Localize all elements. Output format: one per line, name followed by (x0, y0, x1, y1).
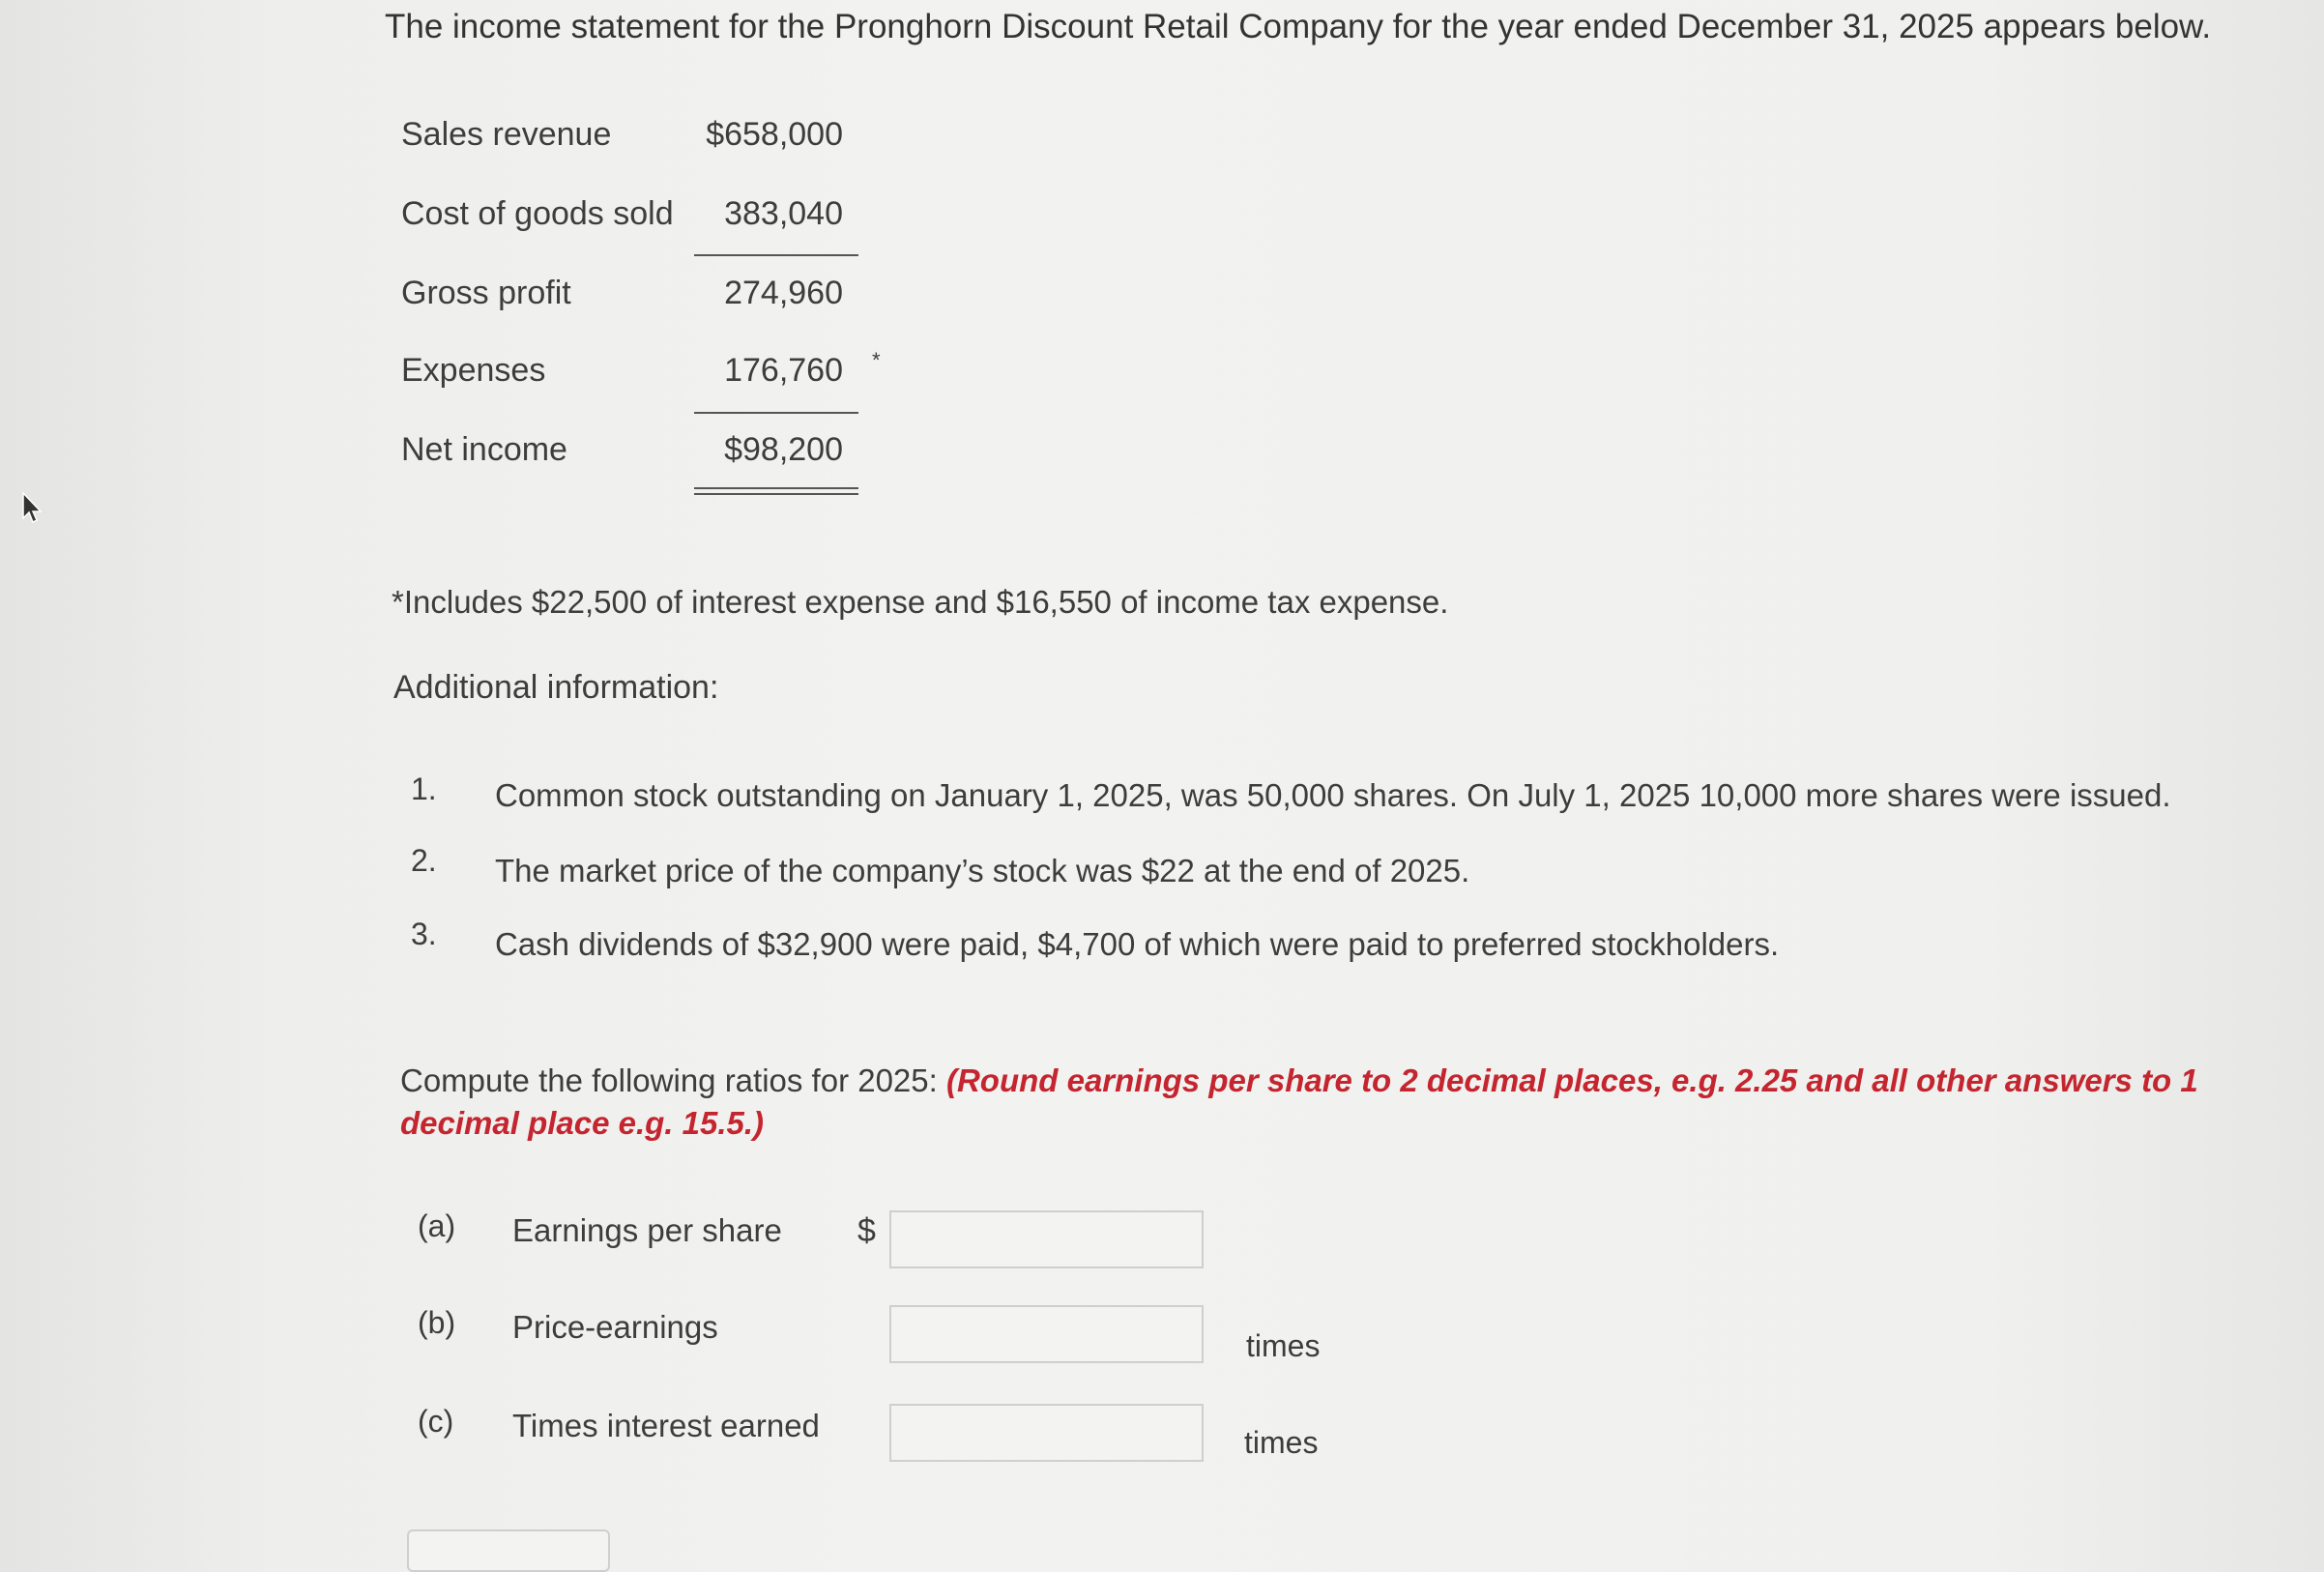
question-label-earnings-per-share: Earnings per share (512, 1212, 782, 1248)
instructions-lead: Compute the following ratios for 2025: (400, 1063, 946, 1098)
statement-label-cost-of-goods-sold: Cost of goods sold (401, 195, 674, 232)
statement-label-expenses: Expenses (401, 352, 546, 389)
dollar-sign: $ (857, 1212, 876, 1249)
statement-value-net-income: $98,200 (724, 431, 843, 468)
statement-label-sales-revenue: Sales revenue (401, 116, 612, 153)
statement-label-gross-profit: Gross profit (401, 275, 571, 311)
list-item: Common stock outstanding on January 1, 2025, was 50,000 shares. On July 1, 2025 10,000 more shares were issued. (495, 777, 2171, 813)
question-letter: (a) (418, 1208, 456, 1243)
times-interest-earned-input[interactable] (889, 1404, 1204, 1462)
rounding-instructions: (Round earnings per share to 2 decimal places, e.g. 2.25 and all other answers to 1 decimal place e.g. 15.5.) (400, 1063, 2198, 1141)
earnings-per-share-input[interactable] (889, 1210, 1204, 1268)
statement-value-cost-of-goods-sold: 383,040 (724, 195, 843, 232)
price-earnings-input[interactable] (889, 1305, 1204, 1363)
statement-value-gross-profit: 274,960 (724, 275, 843, 311)
subtotal-rule (694, 254, 858, 256)
question-label-times-interest-earned: Times interest earned (512, 1408, 820, 1443)
list-item-number: 2. (411, 843, 437, 878)
expenses-footnote-marker: * (872, 348, 881, 372)
list-item: The market price of the company’s stock was $22 at the end of 2025. (495, 853, 1470, 888)
partially-visible-button[interactable] (407, 1529, 610, 1572)
list-item-number: 3. (411, 917, 437, 951)
mouse-cursor-icon (21, 491, 43, 529)
question-label-price-earnings: Price-earnings (512, 1309, 718, 1345)
expenses-footnote: *Includes $22,500 of interest expense and $16,550 of income tax expense. (392, 584, 1449, 620)
list-item-number: 1. (411, 771, 437, 806)
statement-value-expenses: 176,760 (724, 352, 843, 389)
question-letter: (b) (418, 1305, 456, 1340)
question-letter: (c) (418, 1404, 454, 1439)
additional-info-heading: Additional information: (393, 669, 719, 706)
unit-label-times: times (1244, 1425, 1319, 1460)
subtotal-rule (694, 412, 858, 414)
instructions (400, 1060, 2198, 1145)
unit-label-times: times (1246, 1328, 1321, 1363)
problem-intro: The income statement for the Pronghorn Discount Retail Company for the year ended December 31, 2025 appears below. (385, 8, 2212, 45)
list-item: Cash dividends of $32,900 were paid, $4,700 of which were paid to preferred stockholders. (495, 926, 1780, 962)
statement-label-net-income: Net income (401, 431, 567, 468)
statement-value-sales-revenue: $658,000 (706, 116, 843, 153)
total-double-rule (694, 487, 858, 495)
